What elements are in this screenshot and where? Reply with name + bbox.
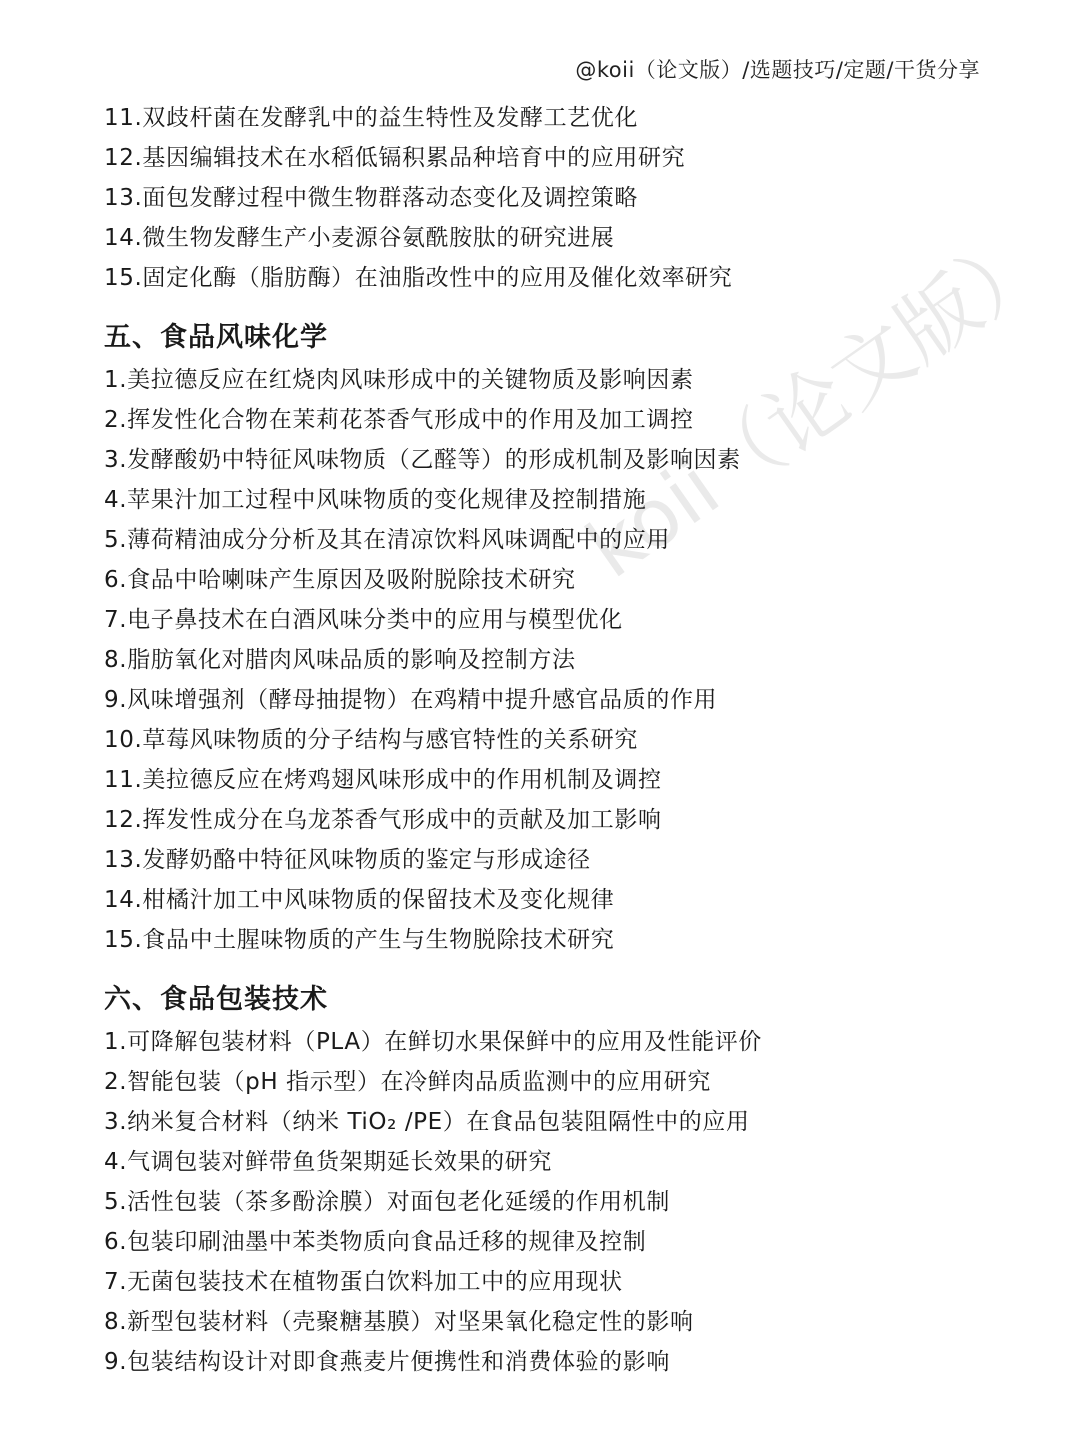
page-header: @koii（论文版）/选题技巧/定题/干货分享 xyxy=(575,58,980,82)
list-item: 9.风味增强剂（酵母抽提物）在鸡精中提升感官品质的作用 xyxy=(104,687,718,713)
list-item: 15.食品中土腥味物质的产生与生物脱除技术研究 xyxy=(104,927,615,953)
section-heading-flavor-chemistry: 五、食品风味化学 xyxy=(104,322,328,353)
list-item: 5.活性包装（茶多酚涂膜）对面包老化延缓的作用机制 xyxy=(104,1189,670,1215)
list-item: 15.固定化酶（脂肪酶）在油脂改性中的应用及催化效率研究 xyxy=(104,265,733,291)
watermark: koii（论文版） xyxy=(570,211,1064,596)
list-item: 6.包装印刷油墨中苯类物质向食品迁移的规律及控制 xyxy=(104,1229,647,1255)
list-item: 1.美拉德反应在红烧肉风味形成中的关键物质及影响因素 xyxy=(104,367,694,393)
list-item: 11.双歧杆菌在发酵乳中的益生特性及发酵工艺优化 xyxy=(104,105,638,131)
topic-list-food-packaging xyxy=(104,1022,984,1382)
list-item: 3.发酵酸奶中特征风味物质（乙醛等）的形成机制及影响因素 xyxy=(104,447,741,473)
list-item: 7.电子鼻技术在白酒风味分类中的应用与模型优化 xyxy=(104,607,623,633)
list-item: 4.气调包装对鲜带鱼货架期延长效果的研究 xyxy=(104,1149,552,1175)
list-item: 2.智能包装（pH 指示型）在冷鲜肉品质监测中的应用研究 xyxy=(104,1069,711,1095)
list-item: 6.食品中哈喇味产生原因及吸附脱除技术研究 xyxy=(104,567,576,593)
topic-list-continuation xyxy=(104,98,984,298)
list-item: 1.可降解包装材料（PLA）在鲜切水果保鲜中的应用及性能评价 xyxy=(104,1029,762,1055)
list-item: 4.苹果汁加工过程中风味物质的变化规律及控制措施 xyxy=(104,487,647,513)
list-item: 9.包装结构设计对即食燕麦片便携性和消费体验的影响 xyxy=(104,1349,670,1375)
list-item: 10.草莓风味物质的分子结构与感官特性的关系研究 xyxy=(104,727,638,753)
list-item: 12.基因编辑技术在水稻低镉积累品种培育中的应用研究 xyxy=(104,145,686,171)
list-item: 8.新型包装材料（壳聚糖基膜）对坚果氧化稳定性的影响 xyxy=(104,1309,694,1335)
list-item: 13.发酵奶酪中特征风味物质的鉴定与形成途径 xyxy=(104,847,591,873)
list-item: 3.纳米复合材料（纳米 TiO₂ /PE）在食品包装阻隔性中的应用 xyxy=(104,1109,750,1135)
list-item: 11.美拉德反应在烤鸡翅风味形成中的作用机制及调控 xyxy=(104,767,662,793)
list-item: 7.无菌包装技术在植物蛋白饮料加工中的应用现状 xyxy=(104,1269,623,1295)
list-item: 12.挥发性成分在乌龙茶香气形成中的贡献及加工影响 xyxy=(104,807,662,833)
document-body xyxy=(104,98,984,1382)
section-heading-food-packaging: 六、食品包装技术 xyxy=(104,984,328,1015)
list-item: 2.挥发性化合物在茉莉花茶香气形成中的作用及加工调控 xyxy=(104,407,694,433)
topic-list-flavor-chemistry xyxy=(104,360,984,960)
list-item: 13.面包发酵过程中微生物群落动态变化及调控策略 xyxy=(104,185,638,211)
list-item: 14.微生物发酵生产小麦源谷氨酰胺肽的研究进展 xyxy=(104,225,615,251)
list-item: 14.柑橘汁加工中风味物质的保留技术及变化规律 xyxy=(104,887,615,913)
list-item: 5.薄荷精油成分分析及其在清凉饮料风味调配中的应用 xyxy=(104,527,670,553)
list-item: 8.脂肪氧化对腊肉风味品质的影响及控制方法 xyxy=(104,647,576,673)
